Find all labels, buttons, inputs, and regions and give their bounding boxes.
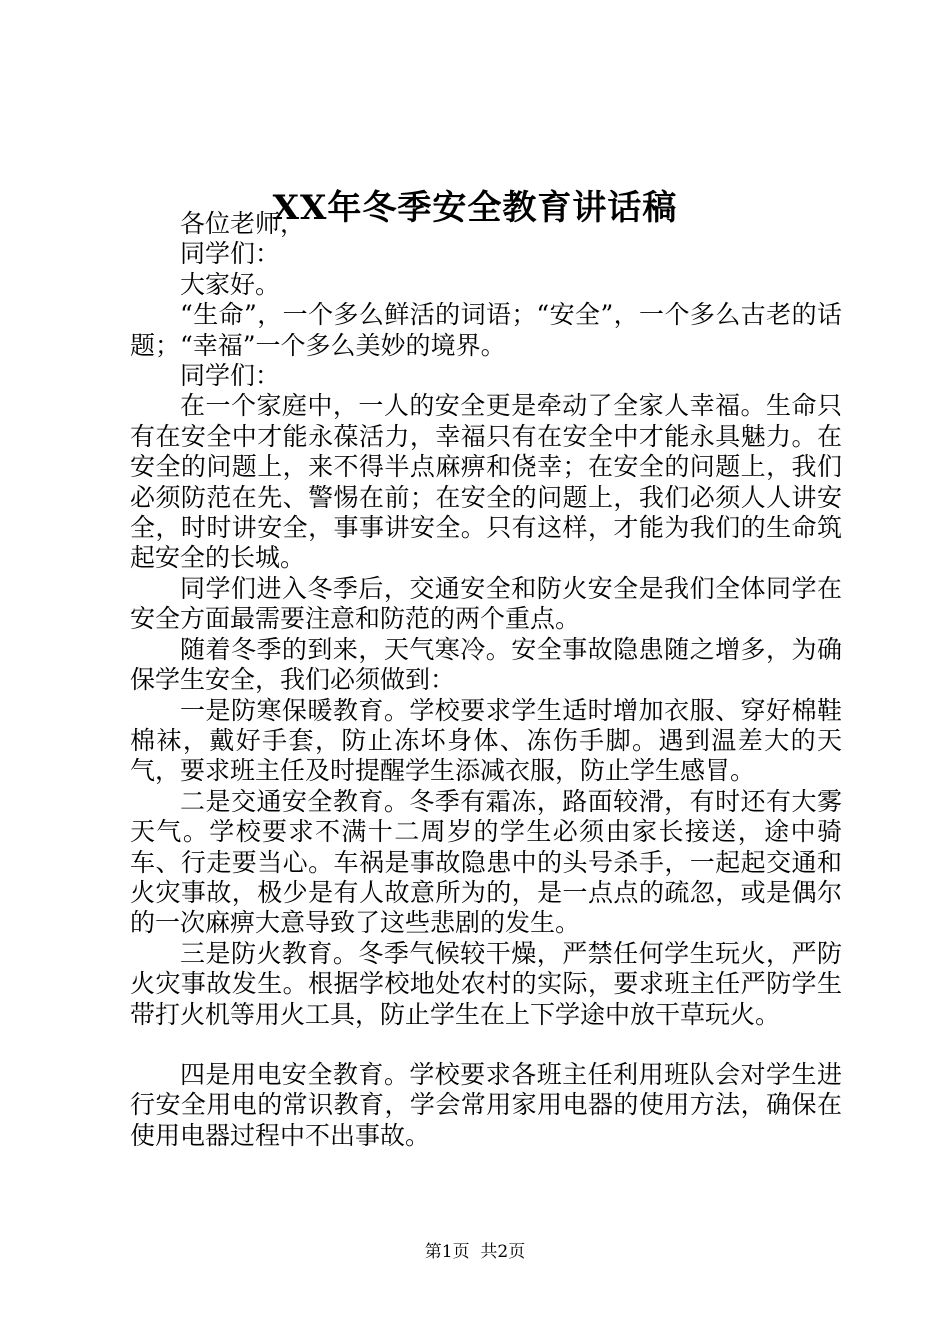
greeting-teachers: 各位老师， xyxy=(180,209,306,238)
paragraph-point-one: 一是防寒保暖教育。学校要求学生适时增加衣服、穿好棉鞋棉袜，戴好手套，防止冻坏身体、冻伤手脚。遇到温差大的天气，要求班主任及时提醒学生添减衣服，防止学生感冒。 xyxy=(130,695,842,786)
paragraph-point-four: 四是用电安全教育。学校要求各班主任利用班队会对学生进行安全用电的常识教育，学会常用家用电器的使用方法，确保在使用电器过程中不出事故。 xyxy=(130,1059,842,1150)
paragraph-intro: “生命”，一个多么鲜活的词语；“安全”，一个多么古老的话题；“幸福”一个多么美妙的境界。 xyxy=(130,300,842,360)
paragraph-point-two: 二是交通安全教育。冬季有霜冻，路面较滑，有时还有大雾天气。学校要求不满十二周岁的学生必须由家长接送，途中骑车、行走要当心。车祸是事故隐患中的头号杀手，一起起交通和火灾事故，极少是有人故意所为的，是一点点的疏忽，或是偶尔的一次麻痹大意导致了这些悲剧的发生。 xyxy=(130,786,842,938)
page-number-footer: 第1页 共2页 xyxy=(424,1242,526,1262)
paragraph-winter-focus: 同学们进入冬季后，交通安全和防火安全是我们全体同学在安全方面最需要注意和防范的两个重点。 xyxy=(130,573,842,634)
paragraph-family-safety: 在一个家庭中，一人的安全更是牵动了全家人幸福。生命只有在安全中才能永葆活力，幸福只有在安全中才能永具魅力。在安全的问题上，来不得半点麻痹和侥幸；在安全的问题上，我们必须防范在先、警惕在前；在安全的问题上，我们必须人人讲安全，时时讲安全，事事讲安全。只有这样，才能为我们的生命筑起安全的长城。 xyxy=(130,391,842,573)
greeting-students: 同学们： xyxy=(180,239,281,269)
greeting-hello: 大家好。 xyxy=(180,269,281,299)
paragraph-point-three: 三是防火教育。冬季气候较干燥，严禁任何学生玩火，严防火灾事故发生。根据学校地处农村的实际，要求班主任严防学生带打火机等用火工具，防止学生在上下学途中放干草玩火。 xyxy=(130,938,842,1029)
document-body xyxy=(130,209,842,1151)
greeting-students-2: 同学们： xyxy=(180,361,281,391)
paragraph-spacer xyxy=(130,1030,842,1060)
paragraph-must-do: 随着冬季的到来，天气寒冷。安全事故隐患随之增多，为确保学生安全，我们必须做到： xyxy=(130,634,842,695)
document-title: XX年冬季安全教育讲话稿 xyxy=(272,188,678,228)
